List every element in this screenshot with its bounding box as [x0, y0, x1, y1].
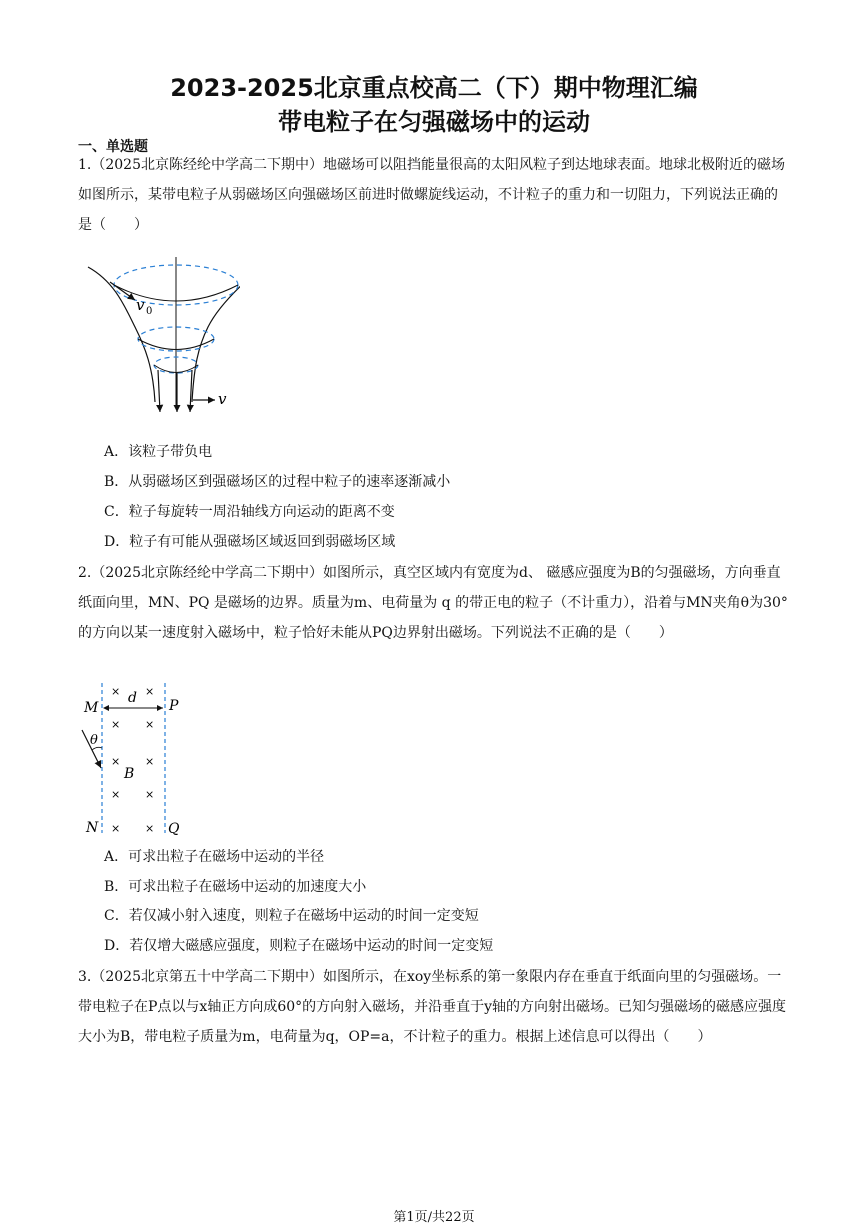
cross-mark: × — [145, 685, 155, 698]
label-theta: θ — [90, 733, 98, 748]
q1-option-d: D．粒子有可能从强磁场区域返回到弱磁场区域 — [104, 534, 396, 550]
question-1-figure — [80, 252, 240, 420]
page-footer: 第1页/共22页 — [393, 1210, 475, 1225]
cross-mark: × — [145, 822, 155, 835]
cross-mark: × — [145, 755, 155, 768]
cross-mark: × — [111, 718, 121, 731]
cross-mark: × — [111, 822, 121, 835]
label-d: d — [128, 690, 137, 706]
q1-option-a: A．该粒子带负电 — [104, 444, 213, 460]
question-3-stem: 3.（2025北京第五十中学高二下期中）如图所示，在xoy坐标系的第一象限内存在垂直于纸面向里的匀强磁场。一带电粒子在P点以与x轴正方向成60°的方向射入磁场，并沿垂直于y轴的方向射出磁场。已知匀强磁场的磁感应强度大小为B，带电粒子质量为m，电荷量为q，OP=a，不计粒子的重力。根据上述信息可以得出（ ） — [78, 969, 787, 1045]
label-n: N — [86, 820, 99, 836]
q2-option-a: A．可求出粒子在磁场中运动的半径 — [104, 849, 325, 865]
v-label: v — [218, 390, 227, 408]
q2-option-b: B．可求出粒子在磁场中运动的加速度大小 — [104, 879, 367, 895]
cross-mark: × — [111, 788, 121, 801]
q1-option-c: C．粒子每旋转一周沿轴线方向运动的距离不变 — [104, 504, 395, 520]
v0-label: v — [136, 296, 145, 314]
v0-subscript: 0 — [146, 306, 153, 317]
label-p: P — [169, 698, 179, 714]
page-title: 2023-2025北京重点校高二（下）期中物理汇编 — [170, 74, 698, 102]
cross-mark: × — [111, 755, 121, 768]
cross-mark: × — [111, 685, 121, 698]
question-2-figure — [80, 678, 190, 840]
q2-option-c: C．若仅减小射入速度，则粒子在磁场中运动的时间一定变短 — [104, 908, 479, 924]
q1-option-b: B．从弱磁场区到强磁场区的过程中粒子的速率逐渐减小 — [104, 474, 451, 490]
question-2-stem: 2.（2025北京陈经纶中学高二下期中）如图所示，真空区域内有宽度为d、 磁感应强度为B的匀强磁场，方向垂直纸面向里，MN、PQ 是磁场的边界。质量为m、电荷量为 q 的带正电的粒子（不计重力），沿着与MN夹角θ为30°的方向以某一速度射入磁场中，粒子恰好未能从PQ边界射出磁场。下列说法不正确的是（ ） — [78, 565, 788, 641]
cross-mark: × — [145, 718, 155, 731]
question-1-stem: 1.（2025北京陈经纶中学高二下期中）地磁场可以阻挡能量很高的太阳风粒子到达地球表面。地球北极附近的磁场如图所示，某带电粒子从弱磁场区向强磁场区前进时做螺旋线运动，不计粒子的重力和一切阻力，下列说法正确的是（ ） — [78, 157, 785, 233]
q2-option-d: D．若仅增大磁感应强度，则粒子在磁场中运动的时间一定变短 — [104, 938, 494, 954]
section-heading: 一、单选题 — [78, 139, 148, 155]
page-subtitle: 带电粒子在匀强磁场中的运动 — [278, 108, 590, 136]
cross-mark: × — [145, 788, 155, 801]
label-q: Q — [168, 821, 180, 837]
label-m: M — [84, 700, 99, 716]
label-b: B — [124, 766, 135, 782]
